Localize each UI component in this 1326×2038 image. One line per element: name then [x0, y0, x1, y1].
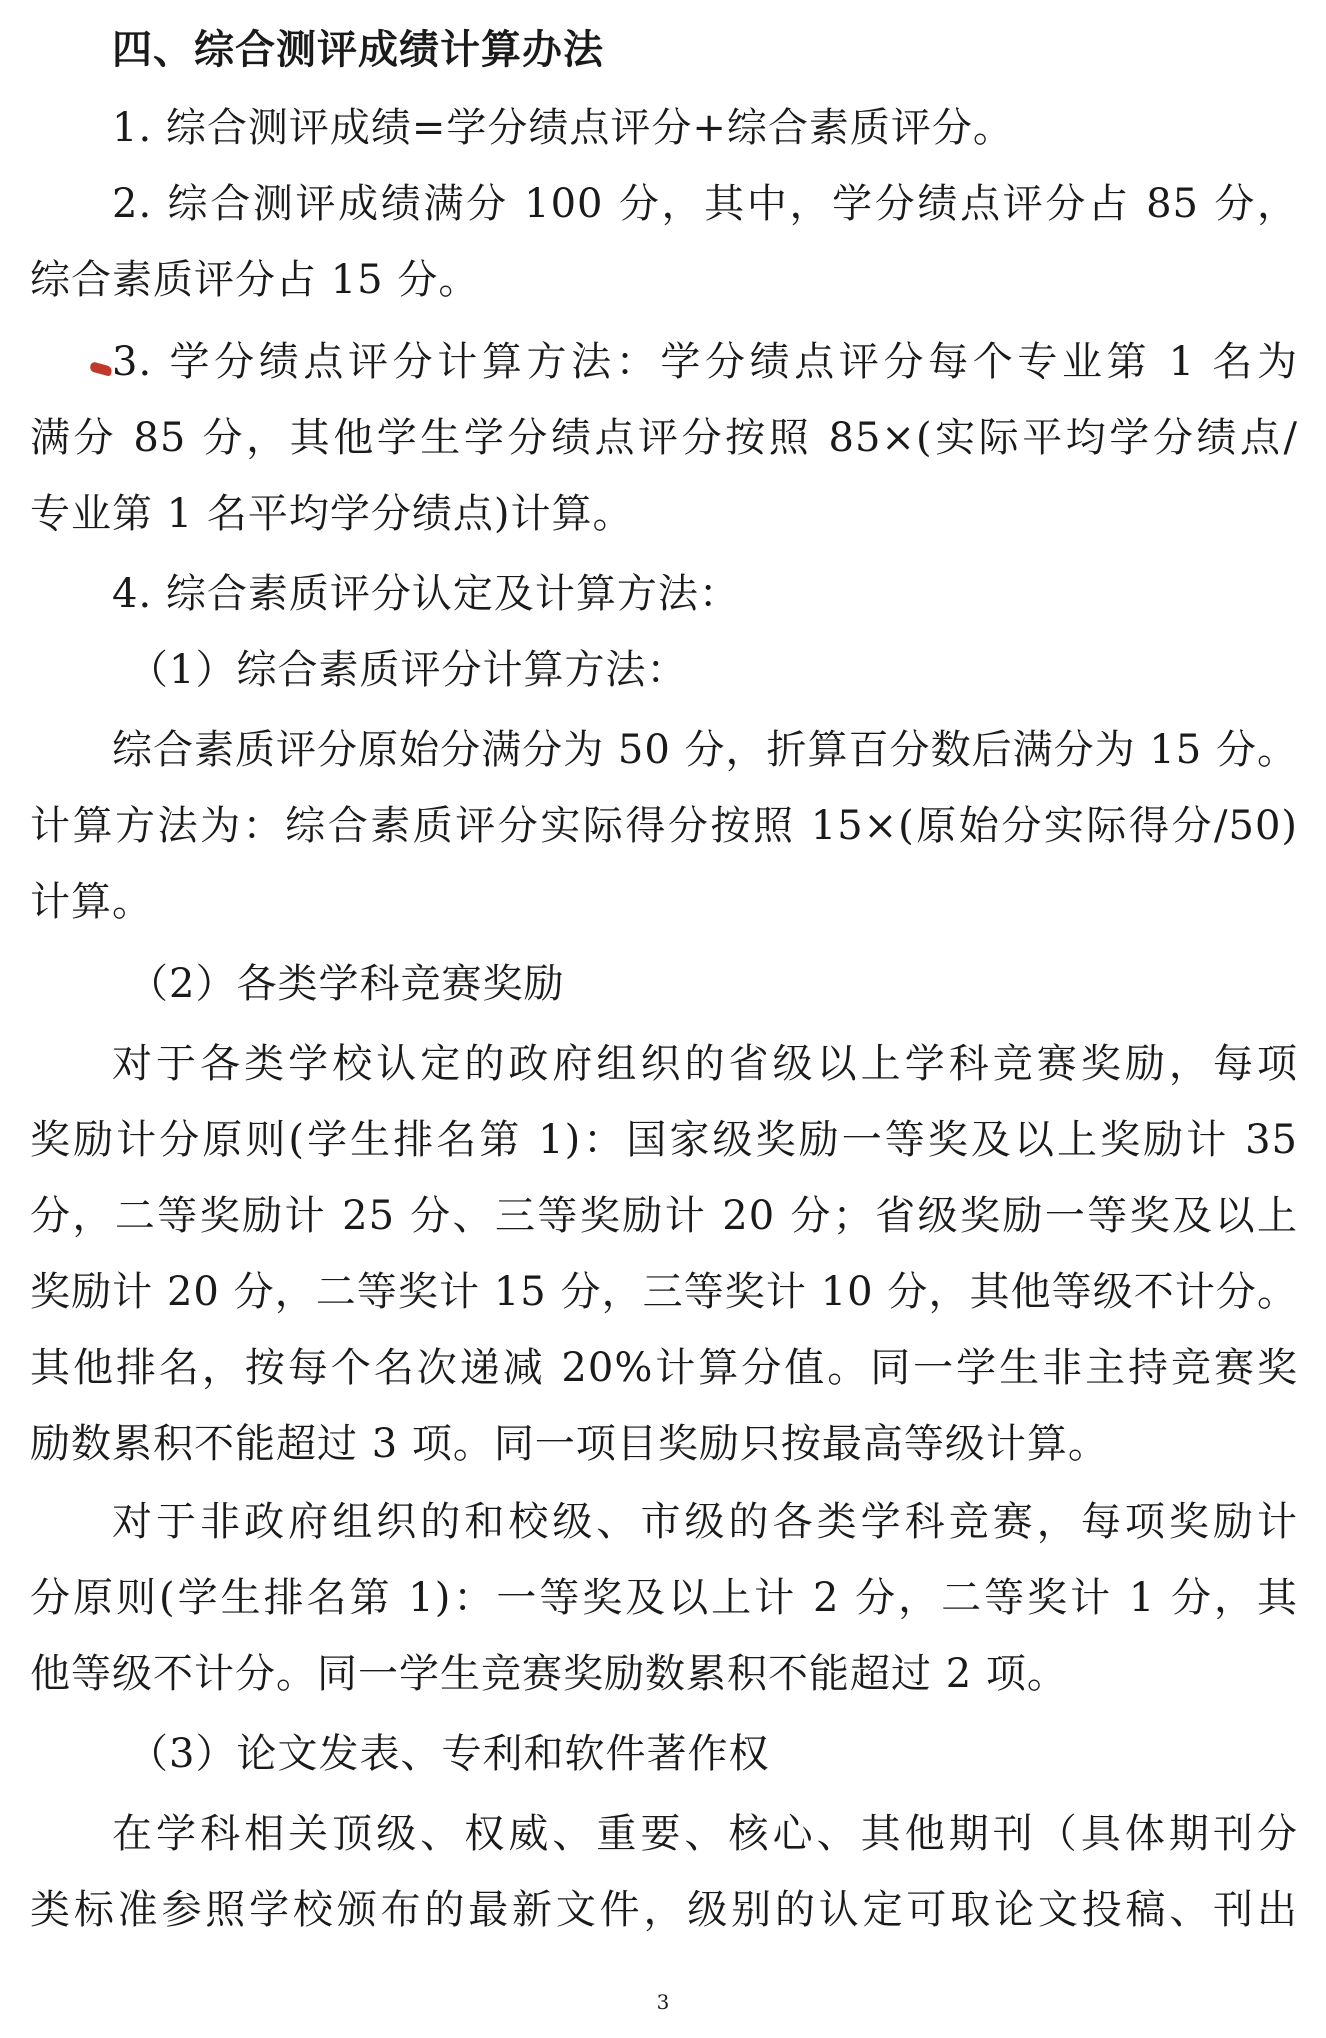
paragraph-line: 他等级不计分。同一学生竞赛奖励数累积不能超过 2 项。 [30, 1651, 1068, 1697]
subsection-heading: （1）综合素质评分计算方法： [128, 647, 688, 693]
paragraph-line: 类标准参照学校颁布的最新文件，级别的认定可取论文投稿、刊出 [30, 1887, 1298, 1933]
subsection-heading: （3）论文发表、专利和软件著作权 [128, 1731, 770, 1777]
paragraph-line: 分，二等奖励计 25 分、三等奖励计 20 分；省级奖励一等奖及以上 [30, 1193, 1298, 1239]
paragraph-line: 综合素质评分占 15 分。 [30, 257, 480, 303]
section-heading: 四、综合测评成绩计算办法 [112, 27, 604, 73]
subsection-heading: （2）各类学科竞赛奖励 [128, 961, 565, 1007]
paragraph-line: 1. 综合测评成绩=学分绩点评分+综合素质评分。 [112, 105, 1014, 151]
page-number: 3 [656, 1990, 670, 2014]
paragraph-line: 其他排名，按每个名次递减 20%计算分值。同一学生非主持竞赛奖 [30, 1345, 1298, 1391]
paragraph-line: 对于各类学校认定的政府组织的省级以上学科竞赛奖励，每项 [112, 1041, 1298, 1087]
paragraph-line: 2. 综合测评成绩满分 100 分，其中，学分绩点评分占 85 分， [112, 181, 1298, 227]
paragraph-line: 满分 85 分，其他学生学分绩点评分按照 85×(实际平均学分绩点/ [30, 415, 1298, 461]
paragraph-line: 计算方法为：综合素质评分实际得分按照 15×(原始分实际得分/50) [30, 803, 1298, 849]
paragraph-line: 4. 综合素质评分认定及计算方法： [112, 571, 740, 617]
paragraph-line: 对于非政府组织的和校级、市级的各类学科竞赛，每项奖励计 [112, 1499, 1298, 1545]
paragraph-line: 专业第 1 名平均学分绩点)计算。 [30, 491, 634, 537]
paragraph-line: 励数累积不能超过 3 项。同一项目奖励只按最高等级计算。 [30, 1421, 1109, 1467]
paragraph-line: 奖励计分原则(学生排名第 1)：国家级奖励一等奖及以上奖励计 35 [30, 1117, 1298, 1163]
paragraph-line: 综合素质评分原始分满分为 50 分，折算百分数后满分为 15 分。 [112, 727, 1298, 773]
paragraph-line: 分原则(学生排名第 1)：一等奖及以上计 2 分，二等奖计 1 分，其 [30, 1575, 1298, 1621]
red-pen-mark [89, 361, 113, 376]
paragraph-line: 在学科相关顶级、权威、重要、核心、其他期刊（具体期刊分 [112, 1811, 1298, 1857]
paragraph-line: 3. 学分绩点评分计算方法：学分绩点评分每个专业第 1 名为 [112, 339, 1298, 385]
paragraph-line: 奖励计 20 分，二等奖计 15 分，三等奖计 10 分，其他等级不计分。 [30, 1269, 1298, 1315]
paragraph-line: 计算。 [30, 879, 153, 925]
